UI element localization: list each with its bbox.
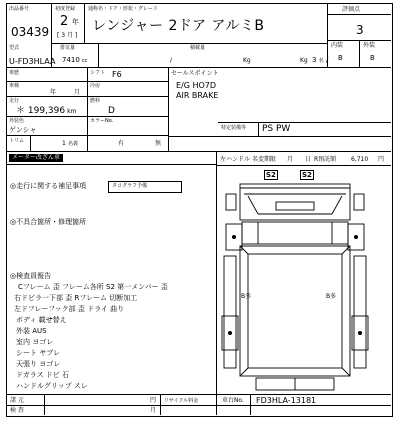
- inspection-year-unit: 年: [50, 89, 57, 96]
- interior-label: 内装: [331, 42, 344, 49]
- fuel-label: 燃料: [90, 98, 101, 104]
- trim-label: トリム: [9, 138, 25, 144]
- trim-value: 1: [62, 140, 66, 147]
- report-item: シート ヤブレ: [16, 349, 60, 357]
- chassis-label: 車台No.: [222, 397, 244, 404]
- history-label: 車歴: [9, 70, 20, 76]
- shift-label: シフト: [90, 70, 106, 76]
- inspection-expiry-label: 車検: [9, 83, 20, 89]
- model-label: 型式: [9, 45, 20, 51]
- report-item: 外装 AUS: [16, 327, 47, 335]
- score-label: 評価点: [342, 6, 361, 13]
- equipment: PS PW: [262, 124, 291, 134]
- owners-label: 名義: [68, 141, 79, 147]
- sales-point-label: セールスポイント: [171, 70, 219, 77]
- recycle-yen-unit: 円: [378, 156, 385, 163]
- exterior-score: B: [370, 54, 375, 62]
- color-number-label: カラーNo.: [90, 118, 114, 124]
- inspection-label: 検 査: [10, 407, 24, 414]
- report-item: 天張り ヨゴレ: [16, 360, 61, 368]
- registration-month: [ 3 月 ]: [57, 32, 78, 39]
- tax-label: 諸 元: [10, 397, 24, 404]
- owners-yes: 有: [118, 140, 125, 147]
- exterior-label: 外装: [363, 42, 376, 49]
- load-unit-1: Kg: [243, 57, 251, 64]
- chassis-number: FD3HLA-13181: [256, 396, 317, 405]
- registration-label: 初度登録: [55, 6, 76, 12]
- exterior-color-label: 外装色: [9, 118, 25, 124]
- recycle-fee-label: リサイクル料金: [164, 398, 199, 404]
- lot-number: 03439: [11, 25, 50, 39]
- name-change-month-unit: 月: [287, 156, 294, 163]
- displacement-label: 排気量: [60, 45, 76, 51]
- car-name-label: 通称名・ドア・形状・グレード: [88, 6, 158, 12]
- model: U-FD3HLAA: [9, 57, 56, 66]
- report-item: ボディ 載せ替え: [16, 316, 67, 324]
- equipment-label: 特定装備等: [221, 125, 247, 131]
- name-change-label: 名変期限: [252, 156, 277, 163]
- inspection-month-unit: 月: [150, 407, 157, 414]
- tax-yen-unit: 円: [150, 397, 157, 404]
- report-item: 左ドフレーフック部 歪 ドライ 曲り: [14, 305, 125, 313]
- sales-point-2: AIR BRAKE: [176, 91, 219, 100]
- report-item: ドガラス ドビ 石: [16, 371, 70, 379]
- registration-year-unit: 年: [72, 18, 79, 26]
- recycle-label: R預託額: [314, 156, 337, 163]
- sales-point-1: E/G HO7D: [176, 81, 217, 90]
- damage-mark: B多: [326, 293, 337, 300]
- damage-mark: B多: [241, 293, 252, 300]
- damage-mark: S2: [266, 171, 276, 179]
- mileage-label: 走行: [9, 98, 20, 104]
- damage-mark: S2: [302, 171, 312, 179]
- inspection-month-unit: 月: [74, 89, 81, 96]
- lot-number-label: 出品番号: [9, 6, 30, 12]
- owners-no: 無: [155, 140, 162, 147]
- load-label: 積載量: [190, 45, 206, 51]
- report-item: 右ドビラ一下部 歪 Rフレーム 切断加工: [14, 294, 138, 302]
- registration-year: 2: [60, 14, 69, 29]
- score: 3: [356, 23, 364, 37]
- mileage: ＊ 199,396 km: [16, 106, 77, 116]
- report-item: ハンドルグリップ スレ: [16, 382, 88, 390]
- interior-score: B: [338, 54, 343, 62]
- load-separator: /: [170, 57, 173, 64]
- cooling-label: 冷房: [90, 83, 101, 89]
- recycle-amount: 6,710: [351, 156, 369, 163]
- shift: F6: [112, 70, 122, 79]
- tacho-label: タコグラフ予備: [112, 183, 148, 189]
- truck-damage-diagram: [218, 166, 390, 394]
- seats: 3 名 /: [312, 56, 329, 64]
- meter-tamper-badge: メーター改ざん車: [9, 154, 63, 162]
- displacement: 7410 cc: [62, 56, 88, 64]
- left-handle-label: 左ハンドル: [220, 156, 251, 163]
- fuel: D: [108, 106, 115, 116]
- load-unit-2: Kg: [300, 57, 308, 64]
- report-item: 室内 ヨゴレ: [16, 338, 54, 346]
- name-change-day-unit: 日: [305, 156, 312, 163]
- inspector-label: ◎検査員報告: [10, 272, 52, 280]
- owner-report-label: ◎走行に関する補足事項: [10, 182, 87, 190]
- car-name: レンジャー 2ドア アルミB: [92, 18, 265, 34]
- defect-label: ◎不具合箇所・修理箇所: [10, 218, 87, 226]
- report-item: Cフレーム 歪 フレーム各所 S2 第一メンバー 歪: [18, 283, 168, 291]
- exterior-color: ゲンシャ: [9, 126, 37, 134]
